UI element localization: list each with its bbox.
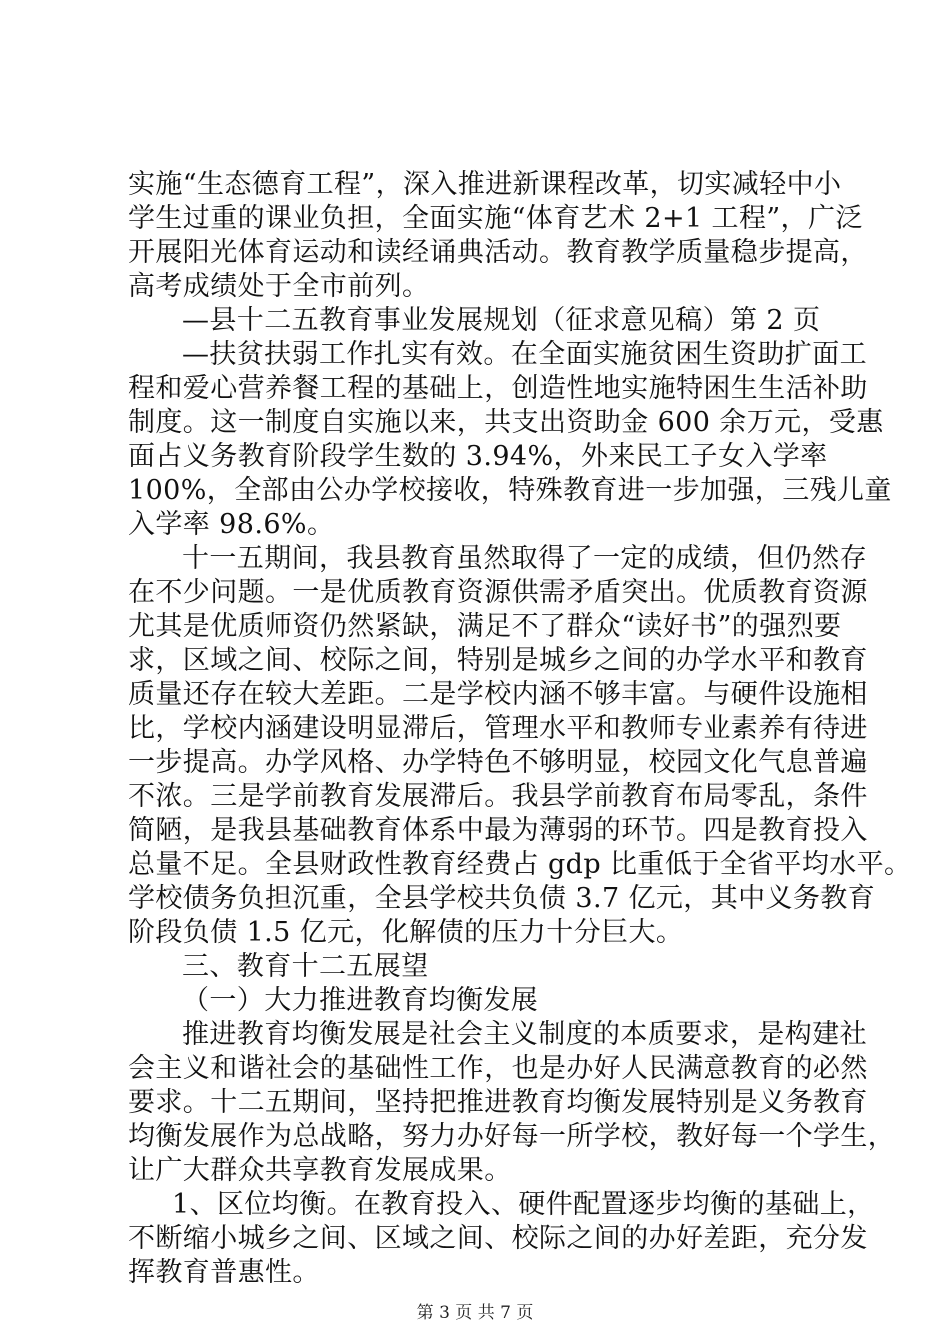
text-line: 阶段负债 1.5 亿元，化解债的压力十分巨大。 — [128, 917, 684, 948]
text-line: 会主义和谐社会的基础性工作，也是办好人民满意教育的必然 — [128, 1053, 868, 1084]
text-line: 不浓。三是学前教育发展滞后。我县学前教育布局零乱，条件 — [128, 781, 868, 812]
text-line: 简陋，是我县基础教育体系中最为薄弱的环节。四是教育投入 — [128, 815, 868, 846]
text-line: 一步提高。办学风格、办学特色不够明显，校园文化气息普遍 — [128, 747, 868, 778]
text-line: 程和爱心营养餐工程的基础上，创造性地实施特困生生活补助 — [128, 373, 868, 404]
text-line: 不断缩小城乡之间、区域之间、校际之间的办好差距，充分发 — [128, 1223, 868, 1254]
text-line: —县十二五教育事业发展规划（征求意见稿）第 2 页 — [182, 305, 821, 336]
text-line: 实施“生态德育工程”，深入推进新课程改革，切实减轻中小 — [128, 169, 842, 200]
text-line: 开展阳光体育运动和读经诵典活动。教育教学质量稳步提高， — [128, 237, 868, 268]
text-line: 尤其是优质师资仍然紧缺，满足不了群众“读好书”的强烈要 — [128, 611, 842, 642]
text-line: 1、区位均衡。在教育投入、硬件配置逐步均衡的基础上， — [172, 1189, 875, 1220]
text-line: 高考成绩处于全市前列。 — [128, 271, 430, 302]
text-line: 入学率 98.6%。 — [128, 509, 335, 540]
text-line: 学校债务负担沉重，全县学校共负债 3.7 亿元，其中义务教育 — [128, 883, 876, 914]
text-line: 挥教育普惠性。 — [128, 1257, 320, 1288]
page-footer: 第 3 页 共 7 页 — [416, 1303, 534, 1323]
text-line: 要求。十二五期间，坚持把推进教育均衡发展特别是义务教育 — [128, 1087, 868, 1118]
section-heading: 三、教育十二五展望 — [182, 951, 429, 982]
subsection-heading: （一）大力推进教育均衡发展 — [182, 985, 539, 1016]
text-line: 比，学校内涵建设明显滞后，管理水平和教师专业素养有待进 — [128, 713, 868, 744]
text-line: 100%，全部由公办学校接收，特殊教育进一步加强，三残儿童 — [128, 475, 892, 506]
text-line: 在不少问题。一是优质教育资源供需矛盾突出。优质教育资源 — [128, 577, 868, 608]
text-line: 面占义务教育阶段学生数的 3.94%，外来民工子女入学率 — [128, 441, 828, 472]
text-line: 推进教育均衡发展是社会主义制度的本质要求，是构建社 — [182, 1019, 867, 1050]
text-line: 均衡发展作为总战略，努力办好每一所学校，教好每一个学生， — [128, 1121, 896, 1152]
text-line: 制度。这一制度自实施以来，共支出资助金 600 余万元，受惠 — [128, 407, 884, 438]
text-line: 学生过重的课业负担，全面实施“体育艺术 2+1 工程”，广泛 — [128, 203, 863, 234]
text-line: 让广大群众共享教育发展成果。 — [128, 1155, 512, 1186]
text-line: 十一五期间，我县教育虽然取得了一定的成绩，但仍然存 — [182, 543, 867, 574]
text-line: 求，区域之间、校际之间，特别是城乡之间的办学水平和教育 — [128, 645, 868, 676]
text-line: —扶贫扶弱工作扎实有效。在全面实施贫困生资助扩面工 — [182, 339, 867, 370]
text-line: 总量不足。全县财政性教育经费占 gdp 比重低于全省平均水平。 — [128, 849, 912, 880]
text-line: 质量还存在较大差距。二是学校内涵不够丰富。与硬件设施相 — [128, 679, 868, 710]
